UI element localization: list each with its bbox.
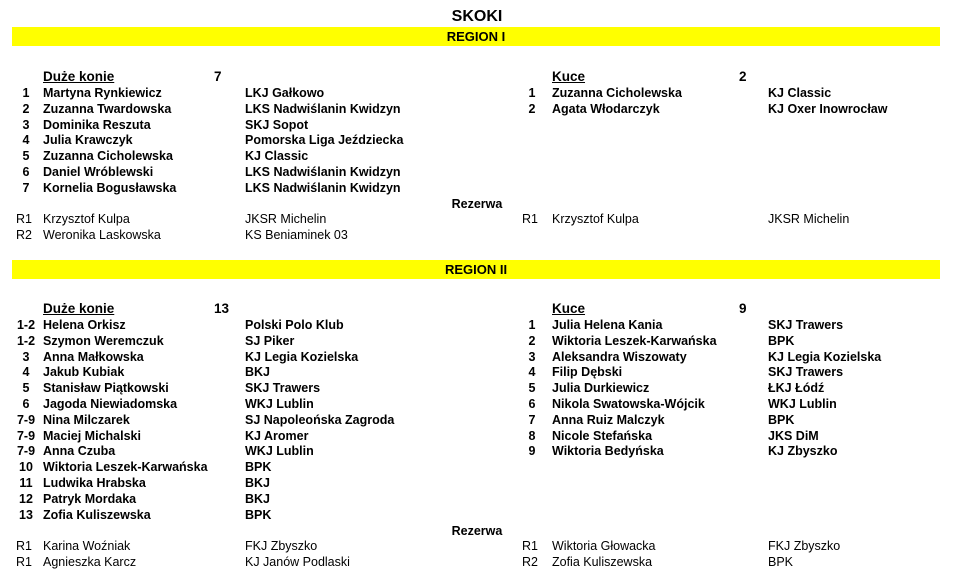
region-1-title: REGION I (446, 29, 506, 44)
rider-name: Zuzanna Twardowska (43, 101, 172, 116)
club-name: WKJ Lublin (768, 397, 837, 411)
result-rank: 7 (22, 180, 30, 195)
result-rank: 6 (528, 397, 536, 411)
club-name: ŁKJ Łódź (768, 381, 825, 396)
rider-name: Kornelia Bogusławska (43, 180, 177, 195)
result-rank: 5 (22, 381, 30, 396)
left-category-count: 7 (214, 69, 222, 84)
club-name: LKJ Gałkowo (245, 86, 325, 100)
rider-name: Aleksandra Wiszowaty (552, 349, 687, 364)
result-rank: 3 (22, 117, 30, 132)
result-rank: 3 (22, 349, 30, 364)
club-name: LKS Nadwiślanin Kwidzyn (245, 165, 401, 179)
result-rank: 7 (528, 412, 536, 427)
result-rank: 1 (22, 86, 30, 100)
rider-name: Wiktoria Bedyńska (552, 444, 664, 459)
club-name: WKJ Lublin (245, 397, 314, 411)
right-category-count: 2 (739, 69, 747, 84)
result-rank: 7-9 (16, 444, 36, 459)
rider-name: Jakub Kubiak (43, 365, 125, 380)
club-name: KJ Aromer (245, 428, 309, 443)
page-title: SKOKI (451, 8, 503, 25)
result-rank: 7-9 (16, 412, 36, 427)
result-rank: 4 (528, 365, 536, 380)
reserve-rank: R1 (522, 539, 538, 553)
reserve-rank: R1 (16, 554, 32, 569)
rider-name: Dominika Reszuta (43, 117, 151, 132)
reserve-club-name: JKSR Michelin (768, 212, 850, 226)
rider-name: Nicole Stefańska (552, 428, 653, 443)
rider-name: Nina Milczarek (43, 412, 130, 427)
rider-name: Stanisław Piątkowski (43, 381, 169, 396)
club-name: JKS DiM (768, 428, 819, 443)
reserve-heading: Rezerwa (451, 524, 503, 538)
rider-name: Szymon Weremczuk (43, 333, 164, 348)
result-rank: 5 (22, 149, 30, 164)
rider-name: Maciej Michalski (43, 428, 141, 443)
rider-name: Ludwika Hrabska (43, 476, 146, 490)
region-2-title: REGION II (444, 262, 508, 277)
rider-name: Daniel Wróblewski (43, 165, 154, 179)
rider-name: Zuzanna Cicholewska (43, 149, 173, 164)
rider-name: Nikola Swatowska-Wójcik (552, 397, 705, 411)
result-rank: 8 (528, 428, 536, 443)
result-rank: 13 (19, 507, 33, 522)
club-name: BPK (768, 412, 795, 427)
reserve-rider-name: Krzysztof Kulpa (43, 212, 130, 226)
rider-name: Wiktoria Leszek-Karwańska (43, 460, 208, 475)
club-name: KJ Classic (245, 149, 309, 164)
rider-name: Jagoda Niewiadomska (43, 397, 178, 411)
club-name: KJ Oxer Inowrocław (768, 101, 888, 116)
result-rank: 9 (528, 444, 536, 459)
rider-name: Martyna Rynkiewicz (43, 86, 162, 100)
result-rank: 6 (22, 397, 30, 411)
rider-name: Wiktoria Leszek-Karwańska (552, 333, 717, 348)
rider-name: Filip Dębski (552, 365, 623, 380)
result-rank: 6 (22, 165, 30, 179)
reserve-club-name: FKJ Zbyszko (245, 539, 318, 553)
reserve-rider-name: Karina Woźniak (43, 539, 131, 553)
club-name: BPK (245, 460, 272, 475)
club-name: SKJ Trawers (245, 381, 321, 396)
rider-name: Julia Helena Kania (552, 318, 663, 332)
club-name: BKJ (245, 365, 271, 380)
reserve-club-name: JKSR Michelin (245, 212, 327, 226)
result-rank: 1 (528, 86, 536, 100)
result-rank: 1-2 (16, 318, 36, 332)
rider-name: Julia Durkiewicz (552, 381, 650, 396)
club-name: Pomorska Liga Jeździecka (245, 133, 404, 148)
result-rank: 12 (19, 491, 33, 506)
result-rank: 5 (528, 381, 536, 396)
club-name: LKS Nadwiślanin Kwidzyn (245, 180, 401, 195)
club-name: LKS Nadwiślanin Kwidzyn (245, 101, 401, 116)
reserve-club-name: BPK (768, 554, 794, 569)
right-category-count: 9 (739, 301, 747, 316)
rider-name: Agata Włodarczyk (552, 101, 660, 116)
reserve-rider-name: Zofia Kuliszewska (552, 554, 653, 569)
left-category-count: 13 (214, 301, 230, 316)
region-2-banner (12, 260, 940, 279)
result-rank: 2 (528, 333, 536, 348)
rider-name: Helena Orkisz (43, 318, 126, 332)
result-rank: 2 (22, 101, 30, 116)
right-category-header: Kuce (552, 301, 586, 316)
club-name: SJ Napoleońska Zagroda (245, 412, 395, 427)
rider-name: Zuzanna Cicholewska (552, 86, 682, 100)
reserve-club-name: KS Beniaminek 03 (245, 227, 348, 242)
reserve-rider-name: Wiktoria Głowacka (552, 539, 656, 553)
rider-name: Julia Krawczyk (43, 133, 133, 148)
rider-name: Patryk Mordaka (43, 491, 137, 506)
result-rank: 3 (528, 349, 536, 364)
reserve-rider-name: Agnieszka Karcz (43, 554, 137, 569)
right-category-header: Kuce (552, 69, 586, 84)
rider-name: Zofia Kuliszewska (43, 507, 151, 522)
result-rank: 2 (528, 101, 536, 116)
reserve-rank: R1 (16, 539, 32, 553)
reserve-club-name: FKJ Zbyszko (768, 539, 841, 553)
left-category-header: Duże konie (43, 69, 115, 84)
result-rank: 1 (528, 318, 536, 332)
result-rank: 1-2 (16, 333, 36, 348)
club-name: SKJ Sopot (245, 117, 309, 132)
reserve-heading: Rezerwa (451, 197, 503, 211)
result-rank: 11 (19, 476, 33, 490)
club-name: KJ Legia Kozielska (245, 349, 359, 364)
left-category-header: Duże konie (43, 301, 115, 316)
club-name: SKJ Trawers (768, 365, 844, 380)
region-1-banner (12, 27, 940, 46)
club-name: BKJ (245, 476, 271, 490)
reserve-rank: R1 (522, 212, 538, 226)
reserve-rank: R1 (16, 212, 32, 226)
club-name: SKJ Trawers (768, 318, 844, 332)
reserve-rider-name: Krzysztof Kulpa (552, 212, 639, 226)
club-name: Polski Polo Klub (245, 318, 344, 332)
reserve-rank: R2 (16, 227, 32, 242)
reserve-club-name: KJ Janów Podlaski (245, 554, 350, 569)
club-name: KJ Classic (768, 86, 832, 100)
reserve-rider-name: Weronika Laskowska (43, 227, 161, 242)
result-rank: 4 (22, 365, 30, 380)
club-name: SJ Piker (245, 333, 295, 348)
club-name: KJ Zbyszko (768, 444, 838, 459)
club-name: KJ Legia Kozielska (768, 349, 882, 364)
club-name: BPK (768, 333, 795, 348)
reserve-rank: R2 (522, 554, 538, 569)
result-rank: 10 (19, 460, 33, 475)
rider-name: Anna Ruiz Malczyk (552, 412, 665, 427)
result-rank: 4 (22, 133, 30, 148)
rider-name: Anna Małkowska (43, 349, 144, 364)
club-name: WKJ Lublin (245, 444, 314, 459)
result-rank: 7-9 (16, 428, 36, 443)
club-name: BPK (245, 507, 272, 522)
rider-name: Anna Czuba (43, 444, 116, 459)
club-name: BKJ (245, 491, 271, 506)
